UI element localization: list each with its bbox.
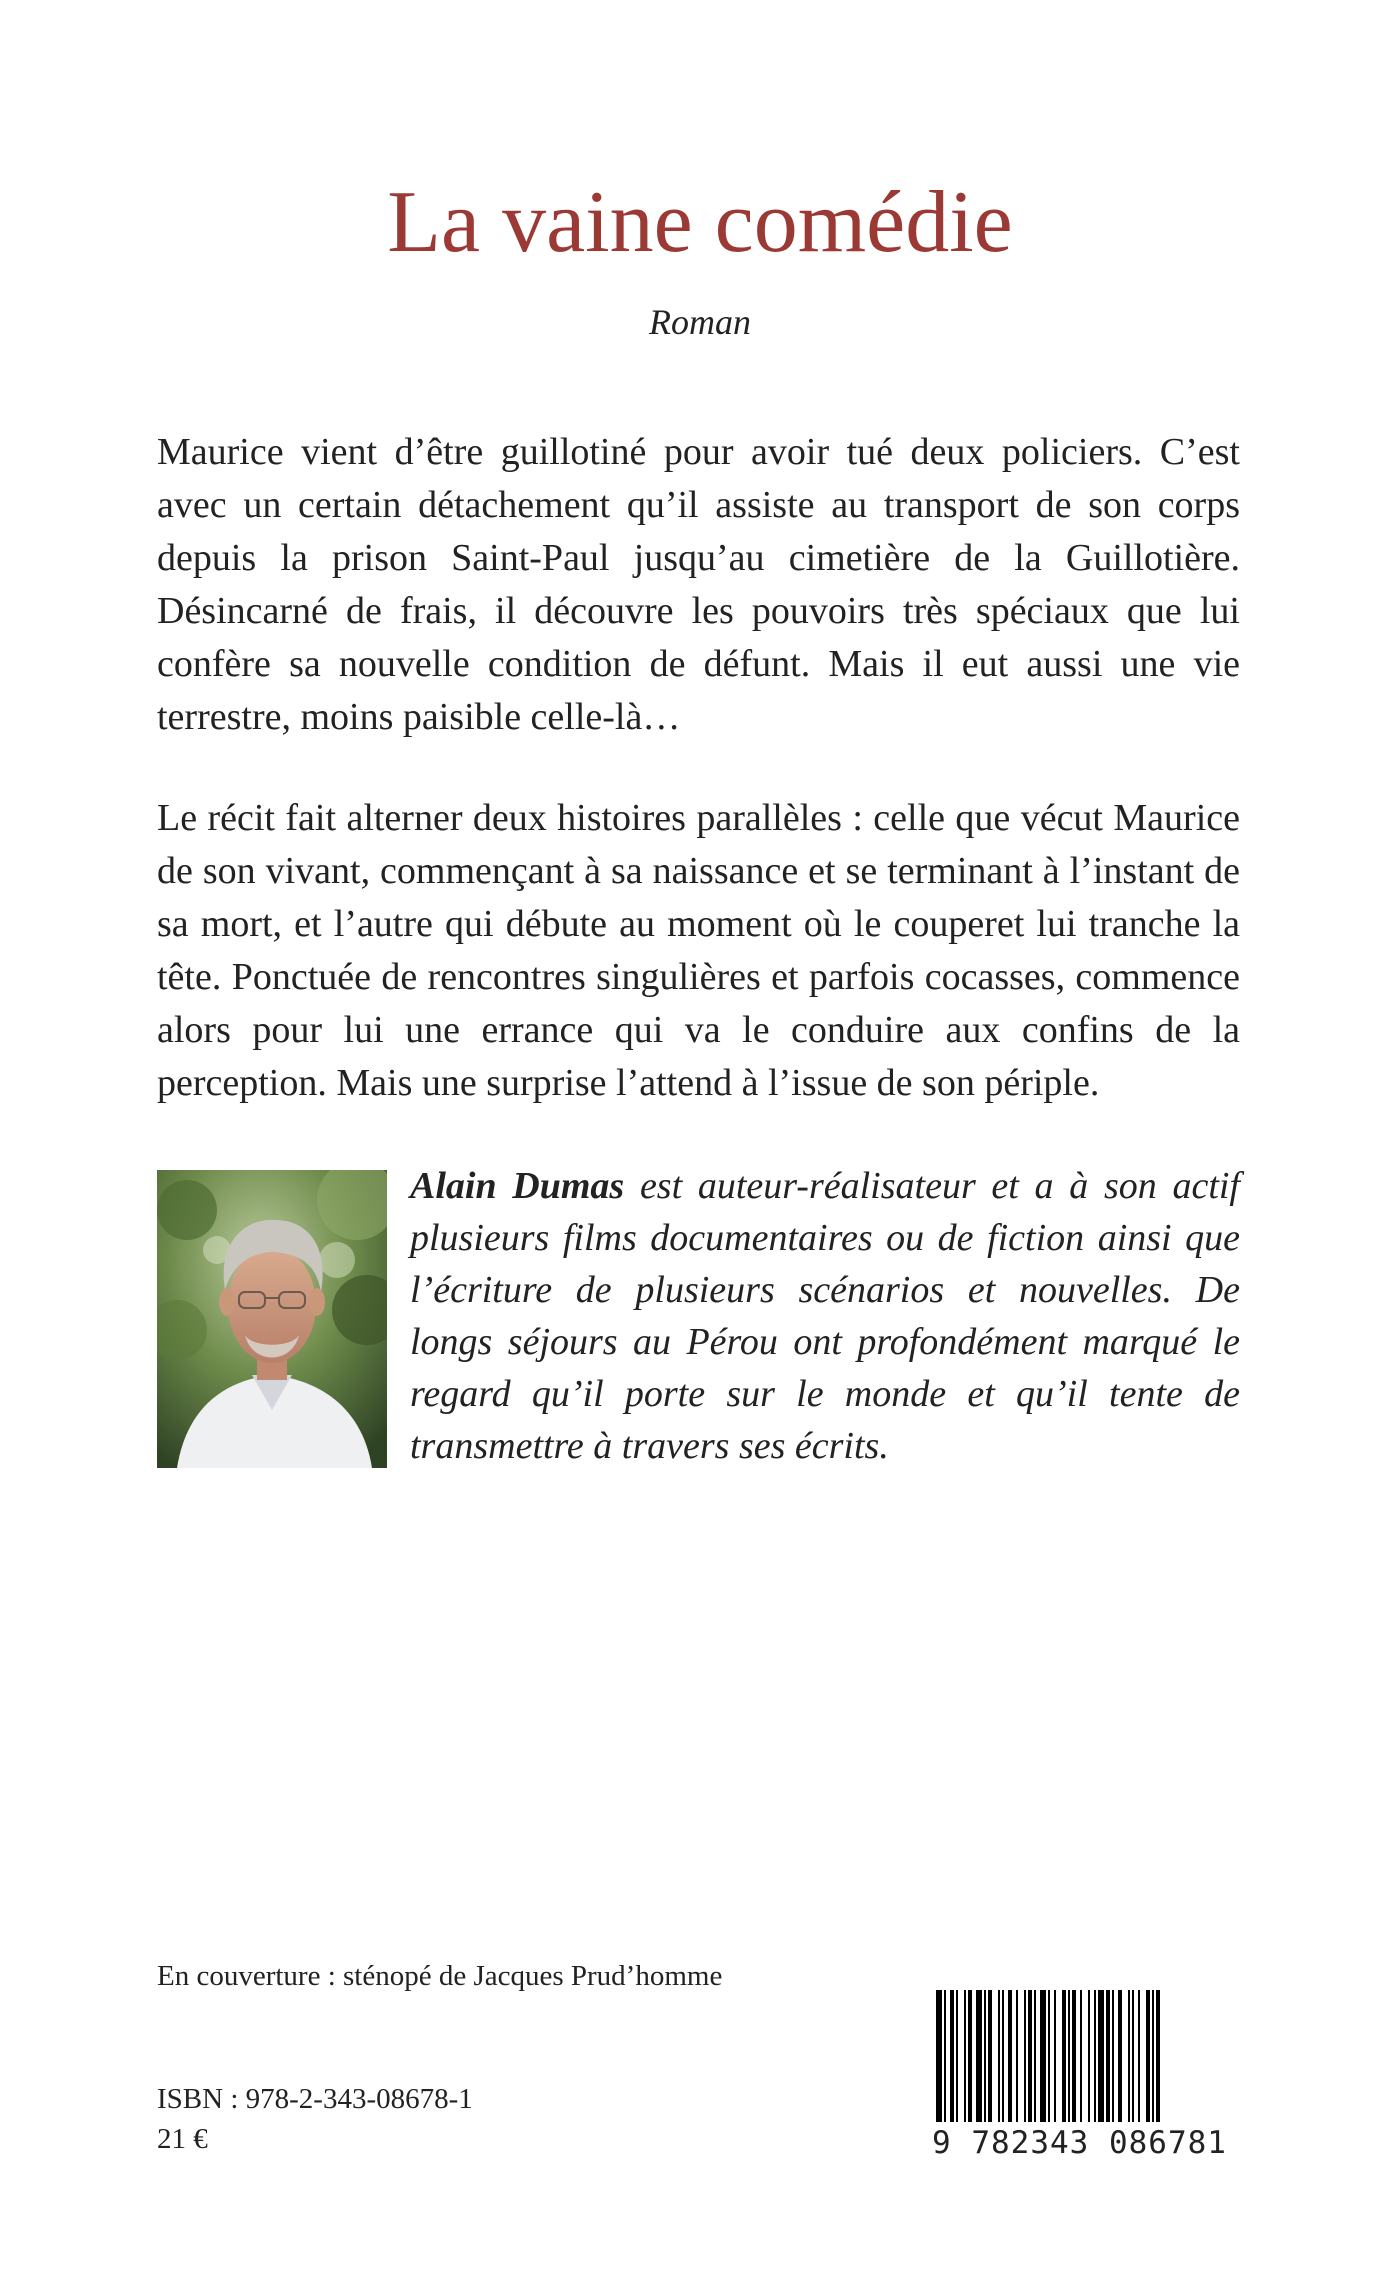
cover-credit: En couverture : sténopé de Jacques Prud’homme [157,1960,723,1992]
price: 21 € [157,2123,208,2155]
book-genre: Roman [649,302,751,342]
book-title: La vaine comédie [387,174,1013,271]
isbn: ISBN : 978-2-343-08678-1 [157,2083,473,2115]
summary-paragraph-2: Le récit fait alterner deux histoires parallèles : celle que vécut Maurice de son vivant, commençant à sa naissance et se terminant à l’instant de sa mort, et l’autre qui débute au moment où le couperet lui tranche la tête. Ponctuée de rencontres singulières et parfois cocasses, commence alors pour lui une errance qui va le conduire aux confins de la perception. Mais une surprise l’attend à l’issue de son périple. [157,797,1240,1104]
barcode-digits: 9 782343 086781 [932,2122,1242,2162]
summary-paragraph-1: Maurice vient d’être guillotiné pour avoir tué deux policiers. C’est avec un certain détachement qu’il assiste au transport de son corps depuis la prison Saint-Paul jusqu’au cimetière de la Guillotière. Désincarné de frais, il découvre les pouvoirs très spéciaux que lui confère sa nouvelle condition de défunt. Mais il eut aussi une vie terrestre, moins paisible celle-là… [157,431,1240,738]
author-photo [157,1170,387,1468]
author-bio-text: est auteur-réalisateur et a à son actif plusieurs films documentaires ou de fiction ainsi que l’écriture de plusieurs scénarios et nouvelles. De longs séjours au Pérou ont profondément marqué le regard qu’il porte sur le monde et qu’il tente de transmettre à travers ses écrits. [410,1165,1240,1467]
author-bio [410,1160,1240,1472]
author-name: Alain Dumas [410,1165,625,1207]
